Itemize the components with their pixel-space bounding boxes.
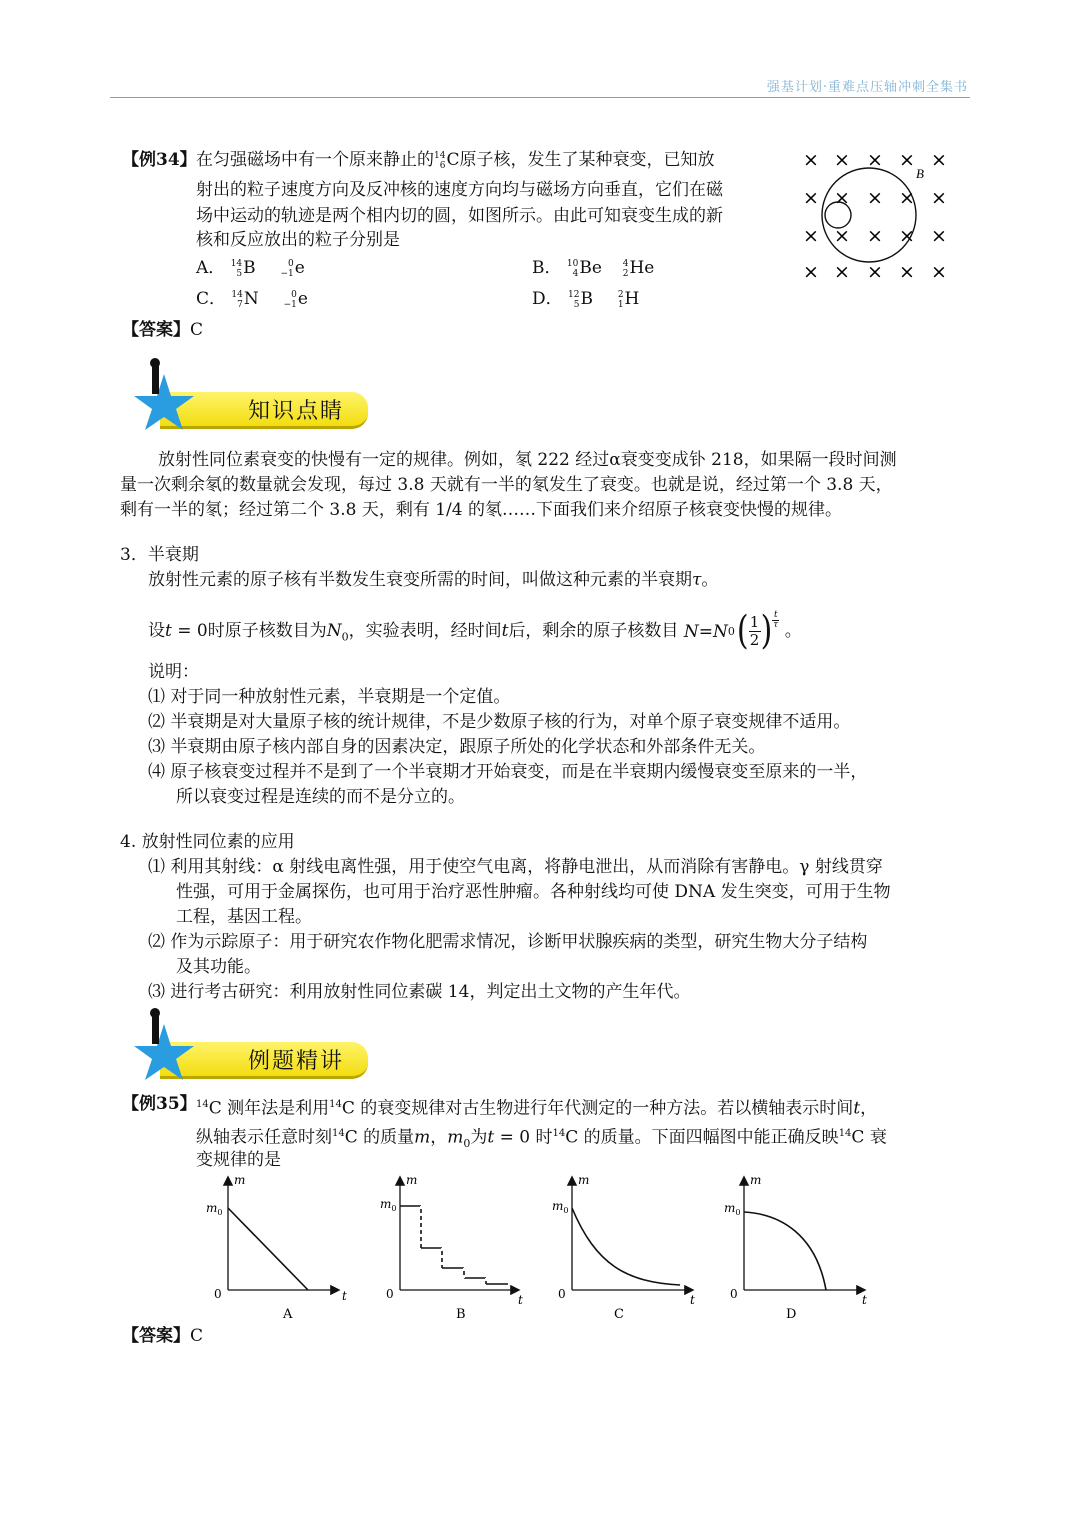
large-track-circle: [822, 168, 916, 262]
ex34-line1: 在匀强磁场中有一个原来静止的 14 6 C原子核，发生了某种衰变，已知放: [196, 148, 714, 173]
field-cross: ×: [803, 261, 819, 283]
header-rule: [110, 97, 970, 98]
svg-text:m: m: [750, 1173, 762, 1187]
note-item-4: ⑷ 原子核衰变过程并不是到了一个半衰期才开始衰变，而是在半衰期内缓慢衰变至原来的一半，: [148, 762, 868, 782]
half-life-formula-line: 设t = 0时原子核数目为$N_0$，实验表明，经时间t后，剩余的原子核数目 N = N 0 ( $\frac{1}{2}$ ) t τ 。: [148, 608, 802, 654]
ex34-line3: 场中运动的轨迹是两个相内切的圆，如图所示。由此可知衰变生成的新: [196, 206, 723, 226]
section4-title: 4. 放射性同位素的应用: [120, 832, 295, 852]
linear-decay-line: [228, 1208, 308, 1290]
ex35-line2: 纵轴表示任意时刻$^{14}$C 的质量m，$m_0$为t = 0 时$^{14}$C 的质量。下面四幅图中能正确反映$^{14}$C 衰: [196, 1127, 887, 1151]
svg-text:t: t: [518, 1293, 523, 1307]
banner-title-knowledge: 知识点睛: [248, 399, 345, 424]
magnetic-field-figure: [796, 140, 956, 290]
field-label-b: B: [916, 166, 924, 181]
svg-text:t: t: [862, 1293, 867, 1307]
svg-text:m0: $m_0$: [552, 1199, 569, 1215]
intro-line1: 放射性同位素衰变的快慢有一定的规律。例如，氡 222 经过α衰变变成钋 218，如果隔一段时间测: [158, 450, 897, 470]
note-item-1: ⑴ 对于同一种放射性元素，半衰期是一个定值。: [148, 687, 511, 707]
field-cross: ×: [867, 149, 883, 171]
graph-a: [206, 1173, 347, 1322]
note-item-3: ⑶ 半衰期由原子核内部自身的因素决定，跟原子所处的化学状态和外部条件无关。: [148, 737, 766, 757]
axis-m-label: m: [234, 1173, 246, 1187]
field-cross: ×: [867, 187, 883, 209]
half-life-formula: N = N 0 ( $\frac{1}{2}$ ) t τ: [683, 608, 779, 654]
field-cross: ×: [931, 261, 947, 283]
svg-text:0: 0: [730, 1287, 738, 1301]
knowledge-banner: [124, 356, 374, 430]
field-cross: ×: [899, 149, 915, 171]
field-cross: ×: [931, 225, 947, 247]
field-cross: ×: [834, 225, 850, 247]
app-item-1-line2: 性强，可用于金属探伤，也可用于治疗恶性肿瘤。各种射线均可使 DNA 发生突变，可用于生物: [176, 882, 891, 902]
field-cross: ×: [931, 187, 947, 209]
half-life-definition: 放射性元素的原子核有半数发生衰变所需的时间，叫做这种元素的半衰期τ。: [148, 570, 719, 590]
app-item-1-line3: 工程，基因工程。: [176, 907, 312, 927]
ex35-line1: $^{14}$C 测年法是利用$^{14}$C 的衰变规律对古生物进行年代测定的一种方法。若以横轴表示时间t，: [196, 1098, 878, 1119]
field-cross: ×: [931, 149, 947, 171]
examples-banner: [124, 1006, 374, 1080]
field-cross: ×: [899, 187, 915, 209]
app-item-2-line2: 及其功能。: [176, 957, 261, 977]
star-person-icon: [124, 1006, 204, 1080]
field-cross: ×: [803, 149, 819, 171]
svg-text:m0: $m_0$: [380, 1197, 397, 1213]
field-cross: ×: [834, 149, 850, 171]
app-item-2: ⑵ 作为示踪原子：用于研究农作物化肥需求情况，诊断甲状腺疾病的类型，研究生物大分子结构: [148, 932, 868, 952]
step-decay-line: [400, 1206, 508, 1284]
ex34-label: 【例34】: [122, 150, 197, 170]
svg-text:m0: $m_0$: [724, 1201, 741, 1217]
field-cross: ×: [803, 225, 819, 247]
field-cross: ×: [899, 225, 915, 247]
note-item-2: ⑵ 半衰期是对大量原子核的统计规律，不是少数原子核的行为，对单个原子衰变规律不适用。: [148, 712, 851, 732]
ex34-line4: 核和反应放出的粒子分别是: [196, 230, 400, 250]
field-cross: ×: [834, 261, 850, 283]
graph-d-label: D: [786, 1307, 797, 1322]
svg-text:m: m: [406, 1173, 418, 1187]
notes-label: 说明：: [148, 662, 199, 682]
ex34-option-a: A． 14 5 B 0 −1 e: [196, 258, 305, 279]
ex35-label: 【例35】: [122, 1094, 197, 1114]
ex34-answer: 【答案】C: [122, 320, 204, 340]
origin-label: 0: [214, 1287, 222, 1301]
field-cross: ×: [803, 187, 819, 209]
ex34-option-b: B． 10 4 Be 4 2 He: [532, 258, 655, 279]
graph-b: [380, 1173, 523, 1322]
ex34-line2: 射出的粒子速度方向及反冲核的速度方向均与磁场方向垂直，它们在磁: [196, 180, 723, 200]
intro-line2: 量一次剩余氡的数量就会发现，每过 3.8 天就有一半的氡发生了衰变。也就是说，经过第一个 3.8 天，: [120, 475, 893, 495]
field-cross: ×: [834, 187, 850, 209]
ex35-answer: 【答案】C: [122, 1326, 204, 1346]
app-item-1: ⑴ 利用其射线：α 射线电离性强，用于使空气电离，将静电泄出，从而消除有害静电。γ 射线贯穿: [148, 857, 883, 877]
graph-a-label: A: [283, 1307, 293, 1322]
svg-text:t: t: [690, 1293, 695, 1307]
intro-line3: 剩有一半的氡；经过第二个 3.8 天，剩有 1/4 的氡……下面我们来介绍原子核衰变快慢的规律。: [120, 500, 843, 520]
star-person-icon: [124, 356, 204, 430]
graph-c-label: C: [614, 1307, 624, 1322]
decay-graphs: [196, 1170, 896, 1330]
carbon-14-nuclide: 14 6 C: [434, 150, 460, 171]
note-item-4-cont: 所以衰变过程是连续的而不是分立的。: [176, 787, 465, 807]
concave-decay-curve: [744, 1212, 826, 1290]
field-cross: ×: [867, 225, 883, 247]
banner-title-examples: 例题精讲: [248, 1049, 345, 1074]
ex34-option-c: C． 14 7 N 0 −1 e: [196, 289, 308, 310]
field-cross: ×: [867, 261, 883, 283]
exponential-decay-curve: [572, 1208, 680, 1285]
svg-text:0: 0: [386, 1287, 394, 1301]
m0-label: $m_0$: [206, 1201, 223, 1217]
axis-t-label: t: [342, 1289, 347, 1303]
ex34-option-d: D． 12 5 B 2 1 H: [532, 289, 640, 310]
svg-text:0: 0: [558, 1287, 566, 1301]
graph-d: [724, 1173, 867, 1322]
ex35-line3: 变规律的是: [196, 1150, 281, 1170]
app-item-3: ⑶ 进行考古研究：利用放射性同位素碳 14，判定出土文物的产生年代。: [148, 982, 691, 1002]
svg-text:m: m: [578, 1173, 590, 1187]
field-cross: ×: [899, 261, 915, 283]
graph-b-label: B: [456, 1307, 466, 1322]
running-header: 强基计划·重难点压轴冲刺全集书: [766, 80, 968, 95]
section3-title: 3．半衰期: [120, 545, 199, 565]
graph-c: [552, 1173, 695, 1322]
